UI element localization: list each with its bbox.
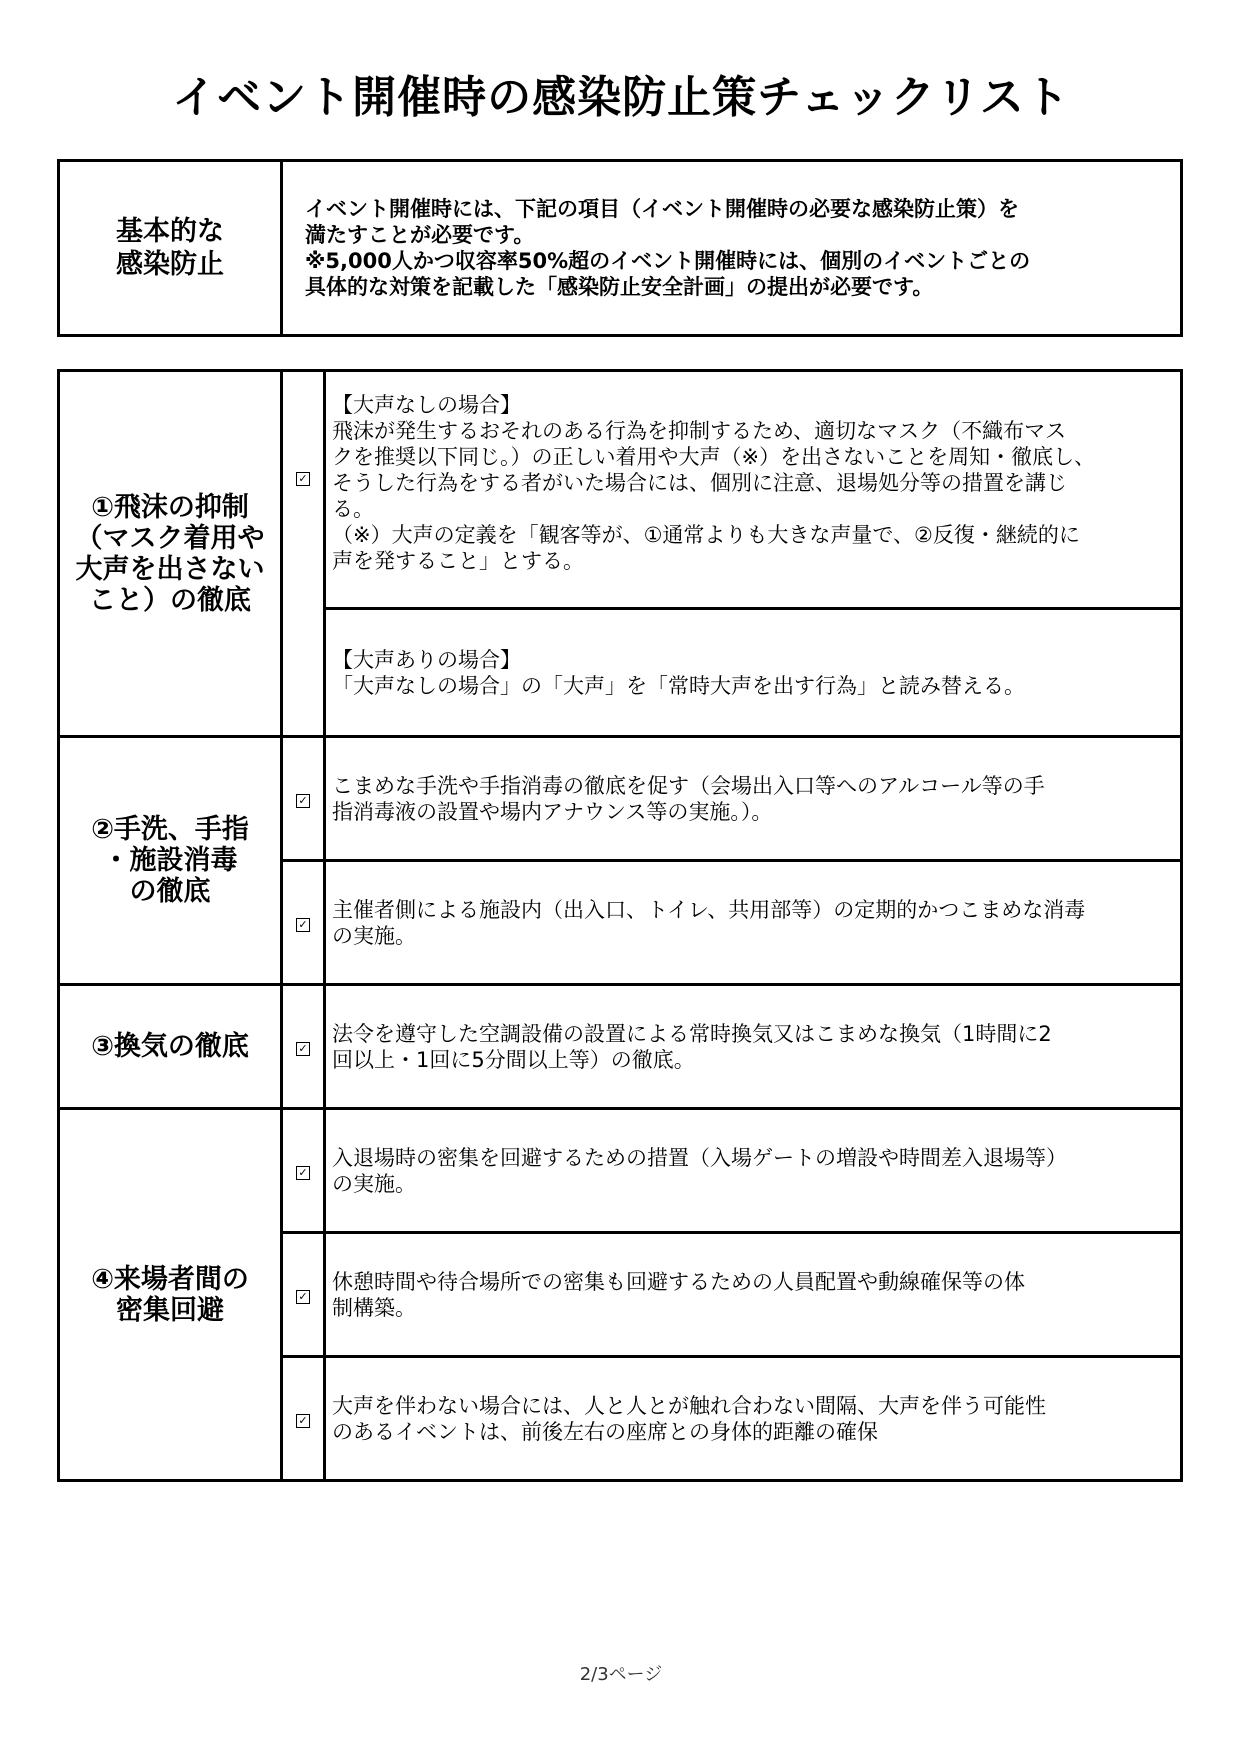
category-cell <box>59 371 282 737</box>
checkbox[interactable]: ✓ <box>296 918 310 932</box>
item-line: 【大声ありの場合】 <box>332 647 521 672</box>
item-line: 声を発すること」とする。 <box>332 549 584 573</box>
item-line: こまめな手洗や手指消毒の徹底を促す（会場出入口等へのアルコール等の手 <box>332 773 1045 798</box>
item-line: （※）大声の定義を「観客等が、①通常よりも大きな声量で、②反復・継続的に <box>332 523 1080 547</box>
checkbox-cell <box>282 737 325 861</box>
item-cell <box>325 737 1182 861</box>
item-cell <box>325 1233 1182 1357</box>
page-number: 2/3ページ <box>579 1664 663 1685</box>
item-line: 飛沫が発生するおそれのある行為を抑制するため、適切なマスク（不織布マス <box>332 419 1067 443</box>
item-line: 主催者側による施設内（出入口、トイレ、共用部等）の定期的かつこまめな消毒 <box>332 897 1086 922</box>
intro-label-line: 感染防止 <box>116 249 224 280</box>
category-line: の徹底 <box>129 876 211 907</box>
table-row <box>59 371 1182 609</box>
item-line: 指消毒液の設置や場内アナウンス等の実施。）。 <box>332 799 773 824</box>
category-line: 大声を出さない <box>75 553 265 585</box>
checkbox-cell <box>282 1233 325 1357</box>
item-line: る。 <box>332 497 374 521</box>
table-row <box>59 737 1182 861</box>
table-row <box>59 985 1182 1109</box>
page-title: イベント開催時の感染防止策チェックリスト <box>172 72 1070 123</box>
category-line: ④来場者間の <box>91 1263 249 1295</box>
category-line: 密集回避 <box>116 1294 224 1326</box>
checkbox-cell <box>282 1109 325 1233</box>
category-cell <box>59 737 282 985</box>
item-cell <box>325 609 1182 737</box>
intro-text-line: 満たすことが必要です。 <box>305 223 535 247</box>
item-line: 大声を伴わない場合には、人と人とが触れ合わない間隔、大声を伴う可能性 <box>332 1393 1046 1418</box>
item-line: 法令を遵守した空調設備の設置による常時換気又はこまめな換気（1時間に2 <box>332 1021 1052 1046</box>
item-line: のあるイベントは、前後左右の座席との身体的距離の確保 <box>332 1419 878 1444</box>
checklist-table <box>57 369 1183 1482</box>
intro-label <box>59 161 282 336</box>
category-line: ①飛沫の抑制 <box>91 491 249 523</box>
item-cell <box>325 1357 1182 1481</box>
item-cell <box>325 1109 1182 1233</box>
category-line: ③換気の徹底 <box>91 1031 249 1062</box>
intro-text-line: ※5,000人かつ収容率50%超のイベント開催時には、個別のイベントごとの <box>305 249 1031 273</box>
item-line: 制構築。 <box>332 1295 416 1320</box>
checkbox[interactable]: ✓ <box>296 472 310 486</box>
item-cell <box>325 371 1182 609</box>
intro-text-line: 具体的な対策を記載した「感染防止安全計画」の提出が必要です。 <box>305 275 934 299</box>
checkbox[interactable]: ✓ <box>296 794 310 808</box>
item-cell <box>325 985 1182 1109</box>
category-cell <box>59 985 282 1109</box>
intro-text <box>282 161 1182 336</box>
checkbox-cell <box>282 861 325 985</box>
category-cell <box>59 1109 282 1481</box>
checkbox[interactable]: ✓ <box>296 1166 310 1180</box>
intro-label-line: 基本的な <box>116 216 224 247</box>
category-line: こと）の徹底 <box>89 584 251 616</box>
checkbox-cell <box>282 1357 325 1481</box>
item-line: クを推奨以下同じ。）の正しい着用や大声（※）を出さないことを周知・徹底し、 <box>332 445 1096 469</box>
intro-text-line: イベント開催時には、下記の項目（イベント開催時の必要な感染防止策）を <box>305 197 1019 221</box>
checkbox[interactable]: ✓ <box>296 1042 310 1056</box>
checkbox-cell <box>282 985 325 1109</box>
category-line: ②手洗、手指 <box>91 814 249 845</box>
category-line: （マスク着用や <box>75 522 265 554</box>
item-line: 入退場時の密集を回避するための措置（入場ゲートの増設や時間差入退場等） <box>332 1145 1067 1170</box>
checkbox[interactable]: ✓ <box>296 1414 310 1428</box>
intro-box <box>57 159 1183 337</box>
item-cell <box>325 861 1182 985</box>
item-line: 休憩時間や待合場所での密集も回避するための人員配置や動線確保等の体 <box>332 1269 1025 1294</box>
checkbox-cell <box>282 371 325 737</box>
item-line: 回以上・1回に5分間以上等）の徹底。 <box>332 1047 695 1072</box>
table-row <box>59 1109 1182 1233</box>
item-line: の実施。 <box>332 1171 416 1196</box>
item-line: そうした行為をする者がいた場合には、個別に注意、退場処分等の措置を講じ <box>332 471 1067 495</box>
category-line: ・施設消毒 <box>102 845 238 876</box>
item-line: 「大声なしの場合」の「大声」を「常時大声を出す行為」と読み替える。 <box>332 673 1025 698</box>
item-line: の実施。 <box>332 923 416 948</box>
item-line: 【大声なしの場合】 <box>332 393 521 417</box>
checkbox[interactable]: ✓ <box>296 1290 310 1304</box>
